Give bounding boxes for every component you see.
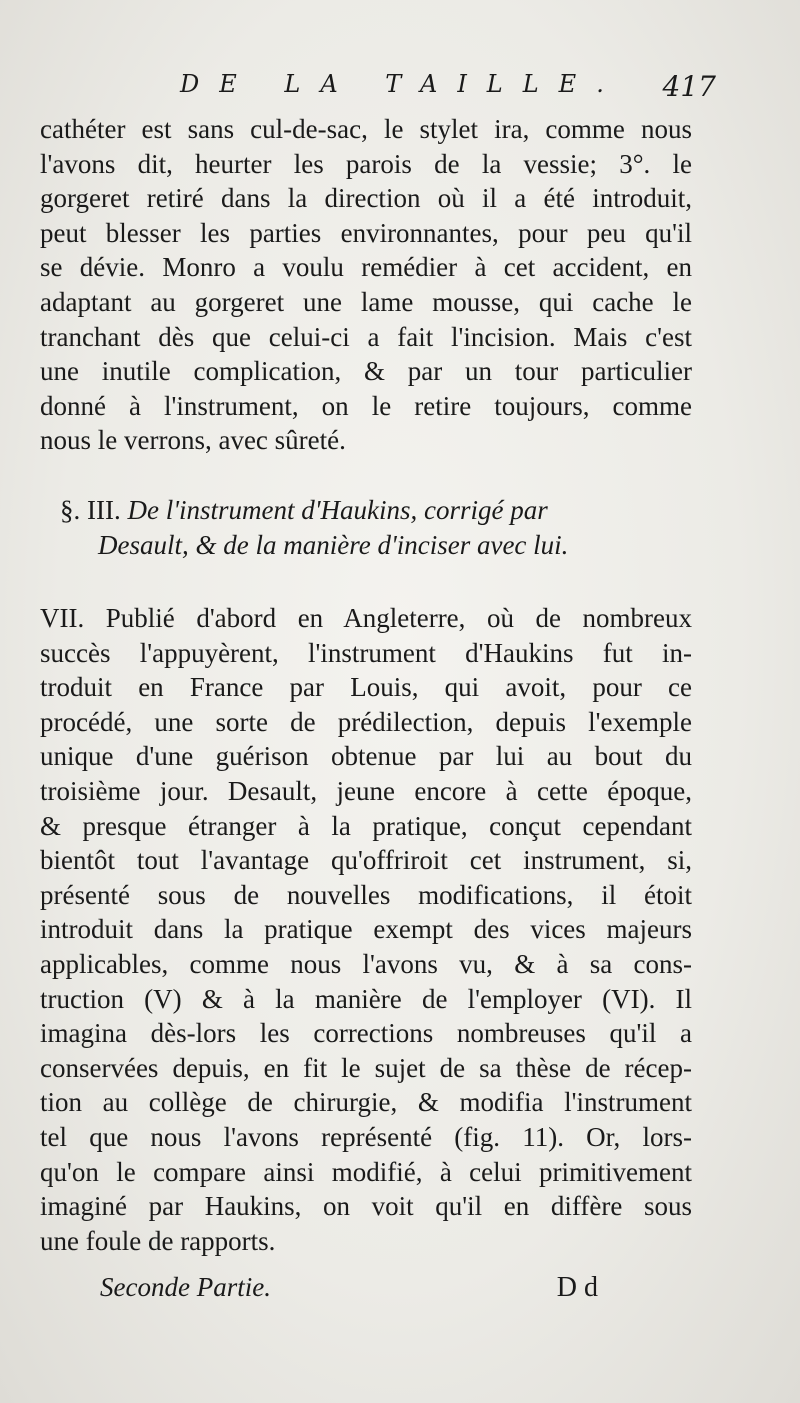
text-line: adaptant au gorgeret une lame mousse, qui cache le [40,286,692,317]
text-line: applicables, comme nous l'avons vu, & à sa cons- [40,948,692,979]
paragraph-1 [40,112,692,458]
footer-part-title: Seconde Partie. [100,1272,271,1302]
text-line: nous le verrons, avec sûreté. [40,425,346,456]
text-line: tion au collège de chirurgie, & modifia l'instrument [40,1087,692,1118]
signature-mark: D d [556,1272,598,1303]
text-line: une foule de rapports. [40,1225,276,1256]
paragraph-2 [40,601,692,1258]
text-line: une inutile complication, & par un tour particulier [40,356,692,387]
text-line: qu'on le compare ainsi modifié, à celui primitivement [40,1156,692,1187]
running-head [40,62,760,102]
page-footer [100,1272,620,1312]
text-line: VII. Publié d'abord en Angleterre, où de nombreux [40,603,692,633]
text-line: se dévie. Monro a voulu remédier à cet accident, en [40,252,692,283]
text-line: troduit en France par Louis, qui avoit, pour ce [40,672,692,703]
text-line: procédé, une sorte de prédilection, depuis l'exemple [40,706,692,737]
text-line: unique d'une guérison obtenue par lui au bout du [40,741,692,772]
text-line: succès l'appuyèrent, l'instrument d'Haukins fut in- [40,637,692,668]
section-heading-line-1 [60,493,700,528]
text-line: truction (V) & à la manière de l'employer (VI). Il [40,983,692,1014]
section-heading [60,493,700,562]
section-title-part-2: Desault, & de la manière d'inciser avec lui. [98,529,569,560]
text-line: imaginé par Haukins, on voit qu'il en diffère sous [40,1191,692,1222]
section-title-part-1: De l'instrument d'Haukins, corrigé par [127,495,548,525]
text-line: troisième jour. Desault, jeune encore à cette époque, [40,775,692,806]
text-line: & presque étranger à la pratique, conçut cependant [40,810,692,841]
text-line: conservées depuis, en fit le sujet de sa thèse de récep- [40,1052,692,1083]
text-line: introduit dans la pratique exempt des vices majeurs [40,914,692,945]
text-line: présenté sous de nouvelles modifications, il étoit [40,879,692,910]
text-line: l'avons dit, heurter les parois de la vessie; 3°. le [40,148,692,179]
running-title: DE LA TAILLE. [180,70,624,98]
text-line: imagina dès-lors les corrections nombreuses qu'il a [40,1018,692,1049]
section-number: §. III. [60,495,121,525]
text-line: cathéter est sans cul-de-sac, le stylet ira, comme nous [40,114,692,144]
text-line: bientôt tout l'avantage qu'offriroit cet instrument, si, [40,845,692,876]
text-line: peut blesser les parties environnantes, pour peu qu'il [40,217,692,248]
text-line: gorgeret retiré dans la direction où il a été introduit, [40,183,692,214]
page-number: 417 [662,70,716,103]
text-line: donné à l'instrument, on le retire toujours, comme [40,390,692,421]
text-line: tel que nous l'avons représenté (fig. 11). Or, lors- [40,1121,692,1152]
text-line: tranchant dès que celui-ci a fait l'incision. Mais c'est [40,321,692,352]
